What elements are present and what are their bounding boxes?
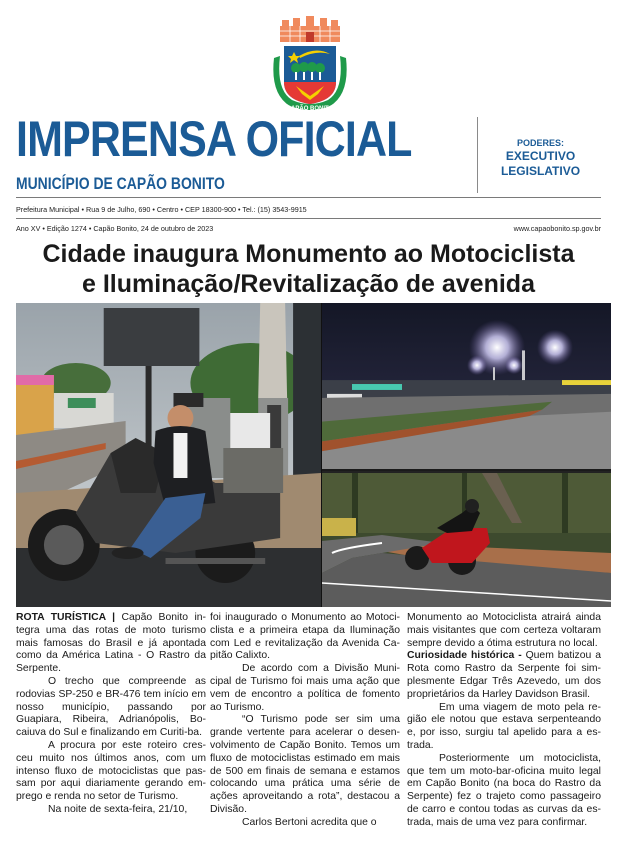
paragraph: O trecho que compreende as rodovias SP-250 e BR-476 tem início em nosso município, passando por Guapiara, Ribeira, Adrianópolis, Bo-caiuva do Sul e finalizando em Curiti-ba. (16, 675, 206, 739)
website-link[interactable]: www.capaobonito.sp.gov.br (513, 224, 601, 233)
paragraph: Monumento ao Motociclista atrairá ainda mais visitantes que com certeza voltaram sempre devido a ótima estrutura no local. (407, 612, 601, 649)
headline-line-2: e Iluminação/Revitalização de avenida (82, 270, 535, 298)
article-headline (0, 239, 617, 299)
section-lead-curiosidade-historica: Curiosidade histórica - (407, 650, 522, 662)
paragraph: ROTA TURÍSTICA | Capão Bonito in-tegra uma das rotas de moto turismo mais famosas do Brasil e já apontada como da América Latina - O Rastro da Serpente. (16, 612, 206, 675)
paragraph: foi inaugurado o Monumento ao Motoci-clista e a primeira etapa da Iluminação com Led e revitalização da Avenida Ca-pitão Calixto. (210, 612, 400, 662)
powers-label: PODERES: (516, 138, 564, 148)
paragraph: Posteriormente um motociclista, que tem um moto-bar-oficina muito legal em Capão Bonito (na boca do Rastro da Serpente) fez o trajeto como passageiro de carro e contou todas as curvas da es-trada, mais de uma vez para confirmar. (407, 752, 601, 828)
paragraph: Na noite de sexta-feira, 21/10, (48, 803, 188, 815)
paragraph: A procura por este roteiro cres-ceu muito nos últimos anos, com um intenso fluxo de motociclistas que pas-sam por aqui diariamente gerando em-prego e renda no setor de Turismo. (16, 739, 206, 803)
address-line: Prefeitura Municipal • Rua 9 de Julho, 690 • Centro • CEP 18300-900 • Tel.: (15) 3543-9915 (16, 205, 307, 214)
header-rule (16, 197, 601, 198)
motorcyclist-on-curve-photo (322, 473, 611, 607)
svg-text:CAPÃO BONITO: CAPÃO BONITO (286, 106, 334, 112)
municipality-subtitle: MUNICÍPIO DE CAPÃO BONITO (16, 174, 225, 193)
header-rule (16, 218, 601, 219)
man-on-motorcycle-monument-photo (16, 303, 322, 607)
article-column-3 (407, 612, 601, 830)
night-avenue-led-lighting-photo (322, 303, 611, 471)
paragraph: De acordo com a Divisão Muni-cipal de Turismo foi mais uma ação que vem de encontro a política de fomento ao Turismo. (210, 663, 400, 713)
power-executive: EXECUTIVO (505, 149, 576, 163)
paragraph: Carlos Bertoni acredita que o (242, 816, 377, 828)
paragraph: Em uma viagem de moto pela re-gião ele notou que estava serpenteando e, por isso, surgiu tal apelido para a es-trada. (407, 701, 601, 751)
headline-line-1: Cidade inaugura Monumento ao Motociclista (42, 240, 575, 268)
paragraph: “O Turismo pode ser sim uma grande vertente para acelerar o desen-volvimento de Capão Bonito. Temos um fluxo de motociclistas estimado em mais de 500 em finais de semana e estamos colocando uma prática uma série de ações aproveitando a rota”, destacou a Divisão. (210, 714, 400, 815)
section-lead-rota-turistica: ROTA TURÍSTICA | (16, 612, 116, 623)
coat-of-arms-icon (266, 16, 354, 112)
publication-title: IMPRENSA OFICIAL (16, 111, 412, 167)
article-column-1 (16, 612, 206, 817)
edition-line: Ano XV • Edição 1274 • Capão Bonito, 24 de outubro de 2023 (16, 224, 214, 233)
photo-collage (16, 303, 611, 607)
power-legislative: LEGISLATIVO (500, 164, 581, 178)
powers-block (478, 137, 603, 179)
paragraph: Curiosidade histórica - Quem batizou a Rota como Rastro da Serpente foi sim-plesmente Edgar Três Azevedo, um dos proprietários da Harley Davidson Brasil. (407, 650, 601, 700)
article-column-2 (210, 612, 400, 830)
